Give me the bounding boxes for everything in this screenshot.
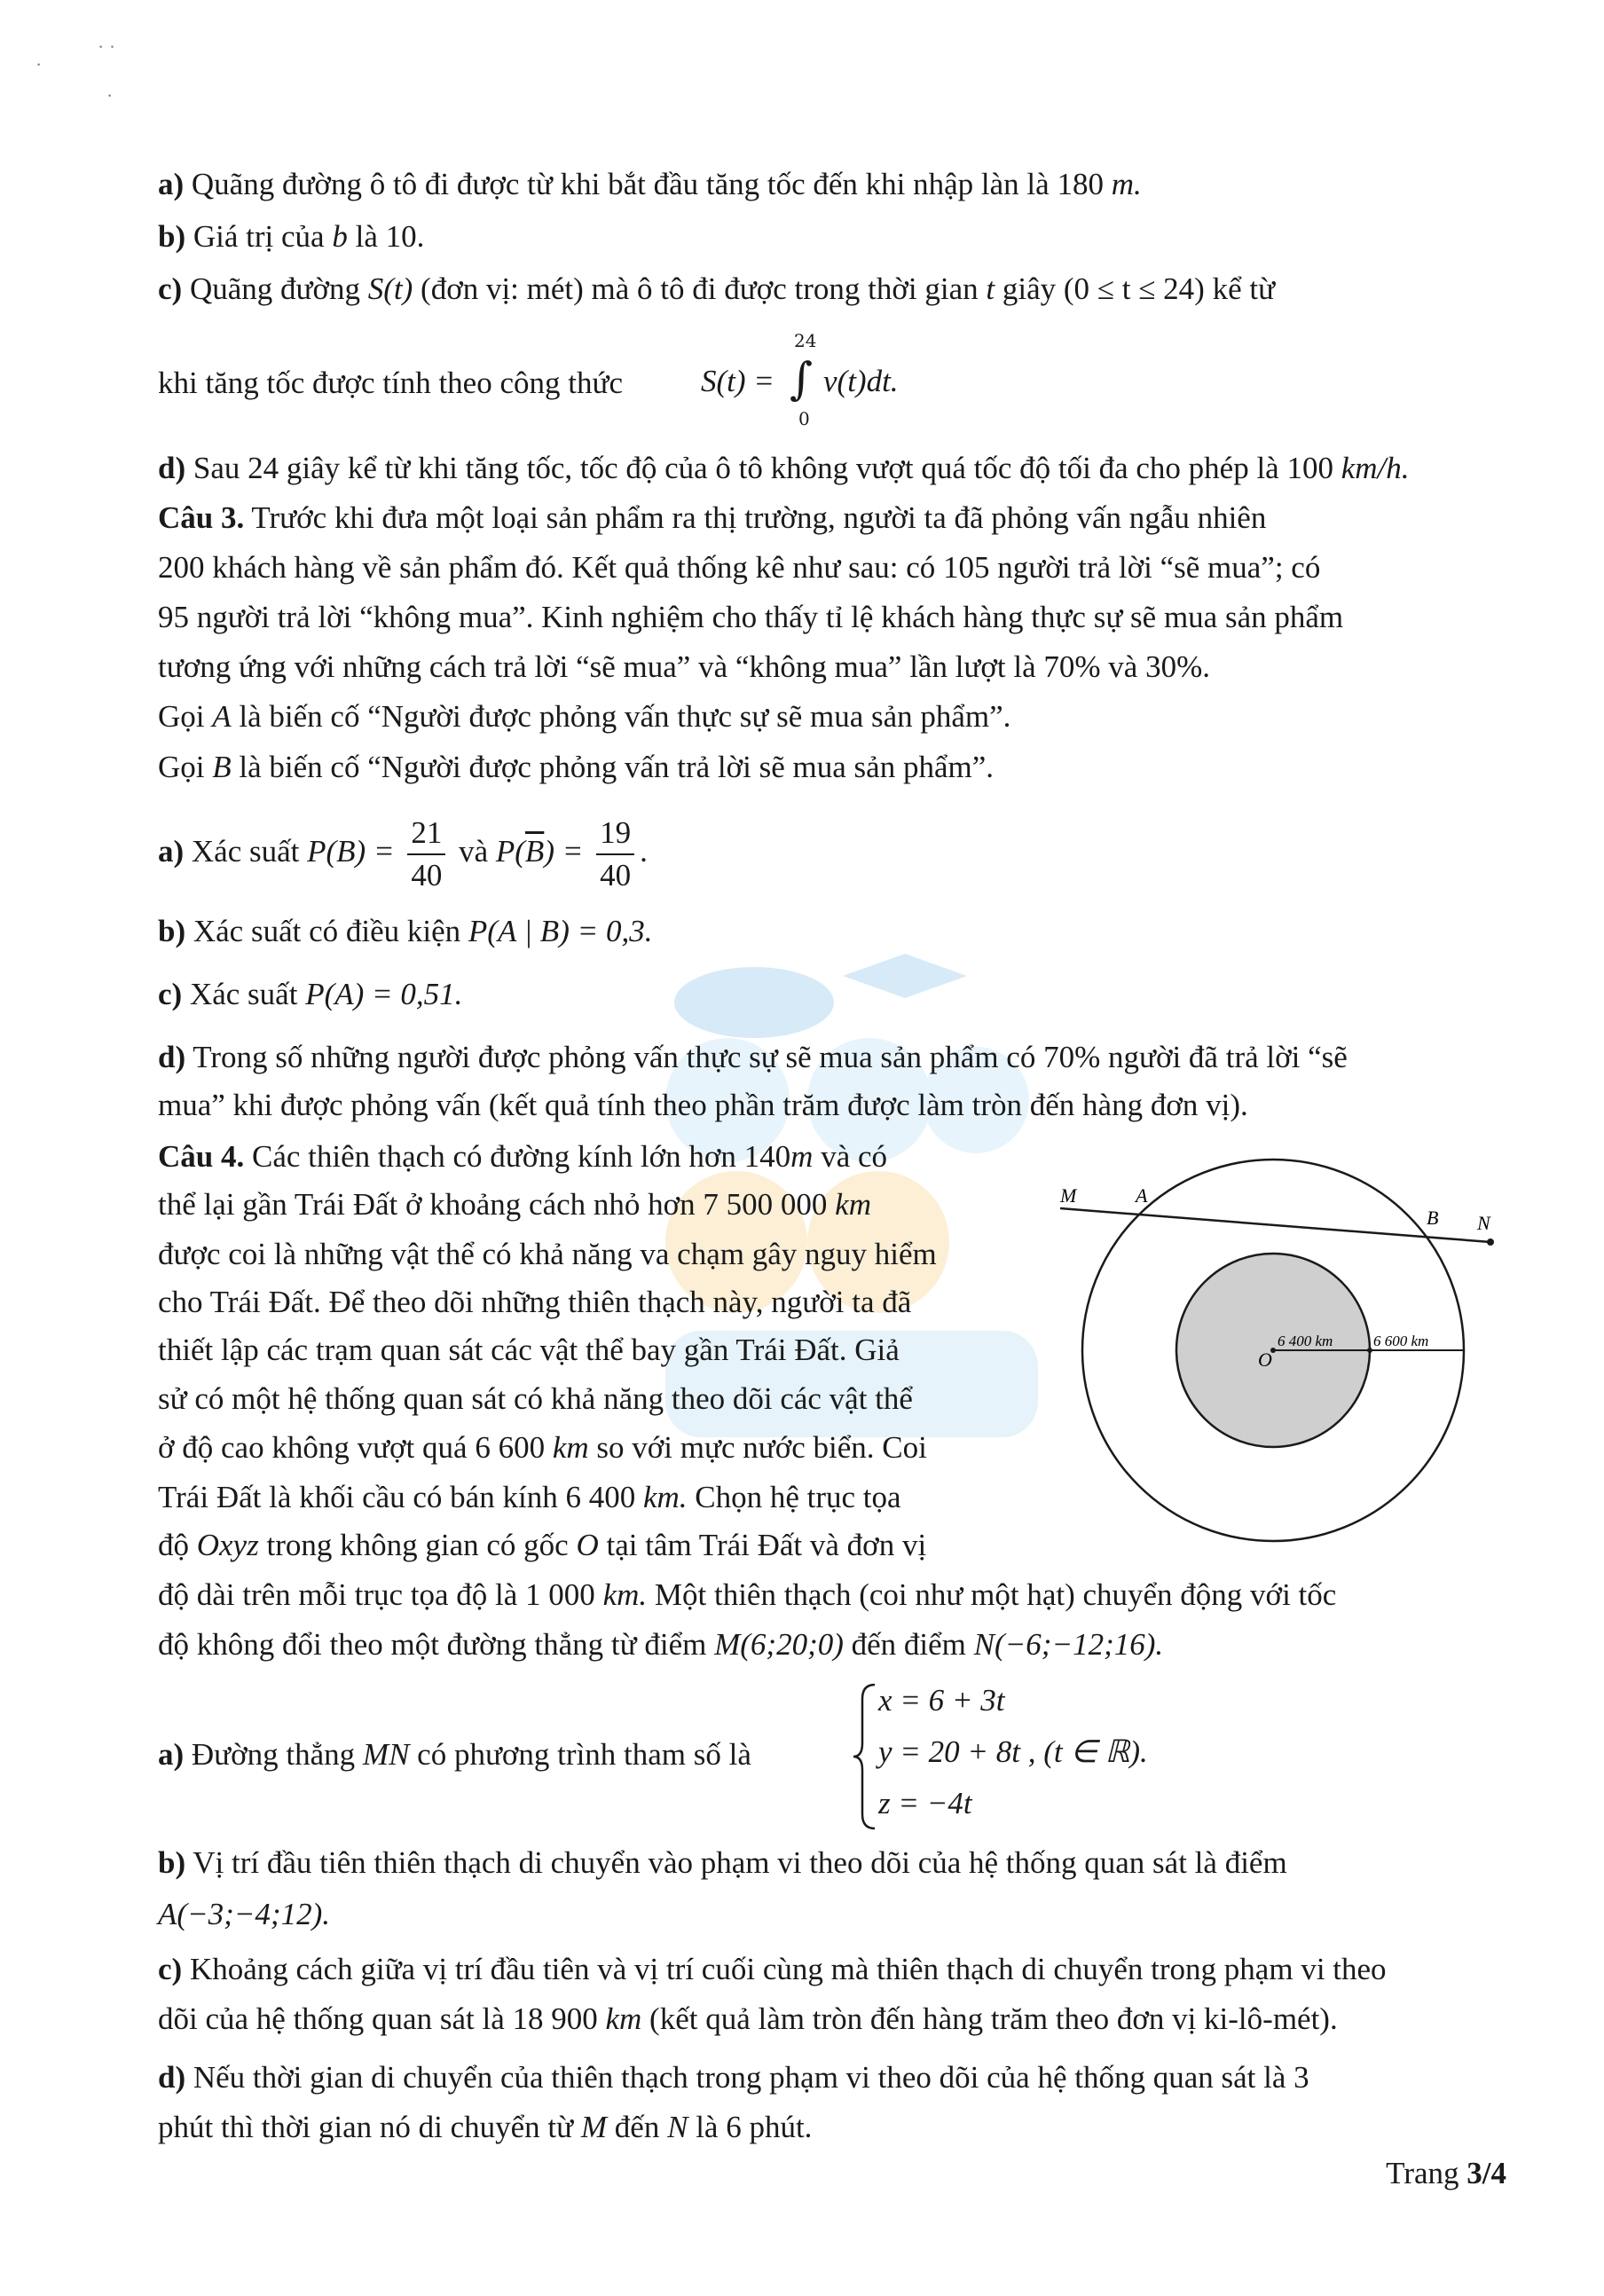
text: là 6 phút. — [696, 2110, 813, 2144]
variable: MN — [362, 1737, 410, 1772]
option-label: d) — [158, 451, 186, 485]
variable: b — [332, 219, 348, 254]
q3-line-3: 95 người trả lời “không mua”. Kinh nghiệm cho thấy tỉ lệ khách hàng thực sự sẽ mua sản phẩm — [158, 600, 1344, 634]
variable: Oxyz — [196, 1528, 259, 1562]
period: . — [640, 834, 648, 869]
q3-event-a — [158, 697, 1010, 736]
text: Trái Đất là khối cầu có bán kính 6 400 — [158, 1480, 636, 1514]
q2-option-c-formula-line — [158, 364, 623, 403]
q3-line-1 — [158, 499, 1266, 538]
unit: km — [552, 1430, 589, 1465]
earth-surface-dot — [1367, 1348, 1372, 1353]
text: và có — [821, 1139, 888, 1174]
question-title: Câu 4. — [158, 1139, 245, 1174]
formula-left: S(t) = — [701, 364, 774, 398]
q4-option-c-line-2 — [158, 2000, 1338, 2039]
q4-line-1 — [158, 1137, 887, 1176]
q4-line-11 — [158, 1625, 1163, 1664]
text: Các thiên thạch có đường kính lớn hơn 140 — [252, 1139, 791, 1174]
unit: km. — [642, 1480, 688, 1514]
text: độ — [158, 1528, 189, 1562]
text: so với mực nước biển. Coi — [596, 1430, 927, 1465]
q3-option-b — [158, 912, 652, 951]
text: phút thì thời gian nó di chuyển từ — [158, 2110, 574, 2144]
option-label: a) — [158, 1737, 185, 1772]
q4-line-10 — [158, 1576, 1336, 1615]
text: đến — [614, 2110, 660, 2144]
denominator: 40 — [600, 857, 632, 892]
option-text: Đường thẳng — [191, 1737, 356, 1772]
equation-z: z = −4t — [878, 1786, 972, 1820]
variable: t — [986, 271, 995, 306]
point-n-dot — [1487, 1238, 1494, 1246]
label-n: N — [1477, 1212, 1490, 1234]
q4-line-3: được coi là những vật thể có khả năng va chạm gây nguy hiểm — [158, 1237, 937, 1271]
option-text: Quãng đường ô tô đi được từ khi bắt đầu tăng tốc đến khi nhập làn là 180 — [191, 167, 1104, 201]
text: thể lại gần Trái Đất ở khoảng cách nhỏ hơn 7 500 000 — [158, 1187, 828, 1222]
variable: O — [576, 1528, 599, 1562]
q3-option-d-line-1 — [158, 1038, 1348, 1077]
text: ở độ cao không vượt quá 6 600 — [158, 1430, 546, 1465]
formula: ) = — [544, 834, 584, 869]
scan-mark: · · — [98, 35, 116, 58]
fraction-19-40 — [596, 813, 634, 896]
variable: N — [667, 2110, 688, 2144]
label-inner-radius: 6 400 km — [1278, 1333, 1333, 1349]
formula: P( — [495, 834, 525, 869]
option-text: Sau 24 giây kể từ khi tăng tốc, tốc độ của ô tô không vượt quá tốc độ tối đa cho phép là 100 — [193, 451, 1333, 485]
formula: P(A | B) = 0,3. — [468, 914, 653, 948]
unit: m. — [1111, 167, 1142, 201]
text: Gọi — [158, 750, 205, 784]
option-text: Quãng đường — [189, 271, 360, 306]
unit: km. — [602, 1577, 648, 1612]
q4-option-c-line-1 — [158, 1950, 1387, 1989]
q4-option-b-line-1 — [158, 1844, 1287, 1883]
label-a: A — [1136, 1184, 1148, 1207]
q4-line-5: thiết lập các trạm quan sát các vật thể bay gần Trái Đất. Giả — [158, 1333, 900, 1367]
option-text: Xác suất — [189, 977, 298, 1011]
q3-option-a — [158, 807, 648, 896]
q4-option-a — [158, 1735, 751, 1774]
option-text: Nếu thời gian di chuyển của thiên thạch trong phạm vi theo dõi của hệ thống quan sát là 3 — [193, 2060, 1309, 2095]
text: trong không gian có gốc — [266, 1528, 569, 1562]
scan-mark: · — [106, 84, 114, 106]
text: tại tâm Trái Đất và đơn vị — [606, 1528, 927, 1562]
q4-option-b-line-2: A(−3;−4;12). — [158, 1897, 330, 1931]
option-label: c) — [158, 271, 183, 306]
q3-option-c — [158, 975, 462, 1014]
question-text: Trước khi đưa một loại sản phẩm ra thị trường, người ta đã phỏng vấn ngẫu nhiên — [251, 500, 1267, 535]
variable: A — [212, 699, 232, 734]
option-text: và — [459, 834, 489, 869]
q2-option-a — [158, 165, 1142, 204]
unit: km/h. — [1341, 451, 1410, 485]
option-label: a) — [158, 167, 185, 201]
label-m: M — [1060, 1184, 1077, 1207]
equation-x: x = 6 + 3t — [878, 1683, 1005, 1718]
option-text: (đơn vị: mét) mà ô tô đi được trong thời gian — [421, 271, 979, 306]
text: đến điểm — [851, 1627, 966, 1662]
q4-line-7 — [158, 1428, 927, 1467]
text: (kết quả làm tròn đến hàng trăm theo đơn vị ki-lô-mét). — [649, 2001, 1338, 2036]
unit: km — [835, 1187, 871, 1222]
question-title: Câu 3. — [158, 500, 245, 535]
option-label: b) — [158, 914, 186, 948]
option-text: là 10. — [355, 219, 425, 254]
option-label: b) — [158, 1845, 186, 1880]
scan-mark: · — [35, 53, 43, 75]
option-label: b) — [158, 219, 186, 254]
option-text: Xác suất có điều kiện — [193, 914, 461, 948]
variable: B — [212, 750, 232, 784]
integral-formula — [701, 330, 967, 428]
option-label: d) — [158, 1040, 186, 1074]
option-label: c) — [158, 1952, 183, 1986]
brace-icon — [852, 1681, 878, 1832]
numerator: 21 — [407, 813, 445, 855]
text: độ không đổi theo một đường thẳng từ điểm — [158, 1627, 707, 1662]
option-text: Vị trí đầu tiên thiên thạch di chuyển vào phạm vi theo dõi của hệ thống quan sát là điểm — [193, 1845, 1287, 1880]
point-m: M(6;20;0) — [714, 1627, 844, 1662]
q4-line-6: sử có một hệ thống quan sát có khả năng theo dõi các vật thể — [158, 1381, 913, 1416]
option-label: d) — [158, 2060, 186, 2095]
label-o: O — [1258, 1349, 1272, 1371]
text: Một thiên thạch (coi như một hạt) chuyển động với tốc — [654, 1577, 1337, 1612]
q3-option-d-line-2: mua” khi được phỏng vấn (kết quả tính theo phần trăm được làm tròn đến hàng đơn vị). — [158, 1088, 1248, 1122]
option-label: c) — [158, 977, 183, 1011]
option-text: Giá trị của — [193, 219, 325, 254]
numerator: 19 — [596, 813, 634, 855]
b-bar: $\overline{B}$ — [524, 834, 545, 869]
variable: M — [580, 2110, 608, 2144]
option-text: Trong số những người được phỏng vấn thực sự sẽ mua sản phẩm có 70% người đã trả lời “sẽ — [193, 1040, 1348, 1074]
q2-option-c — [158, 270, 1275, 309]
earth-observation-figure — [1047, 1153, 1508, 1579]
label-b: B — [1427, 1207, 1439, 1229]
formula: P(A) = 0,51. — [305, 977, 463, 1011]
text: dõi của hệ thống quan sát là 18 900 — [158, 2001, 598, 2036]
q2-option-b — [158, 217, 424, 256]
formula: P(B) = — [307, 834, 395, 869]
text: độ dài trên mỗi trục tọa độ là 1 000 — [158, 1577, 595, 1612]
q2-option-d — [158, 449, 1410, 488]
q4-line-8 — [158, 1478, 901, 1517]
option-text: có phương trình tham số là — [417, 1737, 751, 1772]
q4-line-9 — [158, 1526, 926, 1565]
q4-option-d-line-2 — [158, 2108, 812, 2147]
integral-lower: 0 — [798, 408, 810, 429]
option-text: giây (0 ≤ t ≤ 24) kể từ — [1002, 271, 1276, 306]
denominator: 40 — [411, 857, 443, 892]
page-prefix: Trang — [1386, 2156, 1459, 2190]
q3-event-b — [158, 748, 994, 787]
unit: km — [605, 2001, 642, 2036]
integral-sign: ∫ — [790, 353, 814, 405]
unit: m — [790, 1139, 814, 1174]
integrand: v(t)dt. — [823, 364, 899, 398]
fraction-21-40 — [407, 813, 445, 896]
text: Gọi — [158, 699, 205, 734]
option-text: khi tăng tốc được tính theo công thức — [158, 366, 623, 400]
equation-y: y = 20 + 8t , (t ∈ ℝ). — [878, 1734, 1148, 1769]
option-text: Khoảng cách giữa vị trí đầu tiên và vị trí cuối cùng mà thiên thạch di chuyển trong phạm vi theo — [189, 1952, 1387, 1986]
q3-line-2: 200 khách hàng về sản phẩm đó. Kết quả thống kê như sau: có 105 người trả lời “sẽ mua”; có — [158, 550, 1321, 585]
text: là biến cố “Người được phỏng vấn thực sự sẽ mua sản phẩm”. — [239, 699, 1011, 734]
q3-line-4: tương ứng với những cách trả lời “sẽ mua” và “không mua” lần lượt là 70% và 30%. — [158, 649, 1210, 684]
option-text: Xác suất — [191, 834, 300, 869]
q4-option-d-line-1 — [158, 2058, 1309, 2097]
option-label: a) — [158, 834, 185, 869]
text: Chọn hệ trục tọa — [695, 1480, 901, 1514]
text: là biến cố “Người được phỏng vấn trả lời sẽ mua sản phẩm”. — [239, 750, 994, 784]
q4-line-4: cho Trái Đất. Để theo dõi những thiên thạch này, người ta đã — [158, 1285, 912, 1319]
page-number — [1386, 2156, 1506, 2191]
point-n: N(−6;−12;16). — [973, 1627, 1164, 1662]
label-outer-radius: 6 600 km — [1373, 1333, 1429, 1349]
q4-line-2 — [158, 1185, 871, 1224]
integral-upper: 24 — [794, 330, 817, 351]
parametric-system — [852, 1681, 1207, 1832]
variable: S(t) — [367, 271, 413, 306]
page-count: 3/4 — [1466, 2156, 1506, 2190]
